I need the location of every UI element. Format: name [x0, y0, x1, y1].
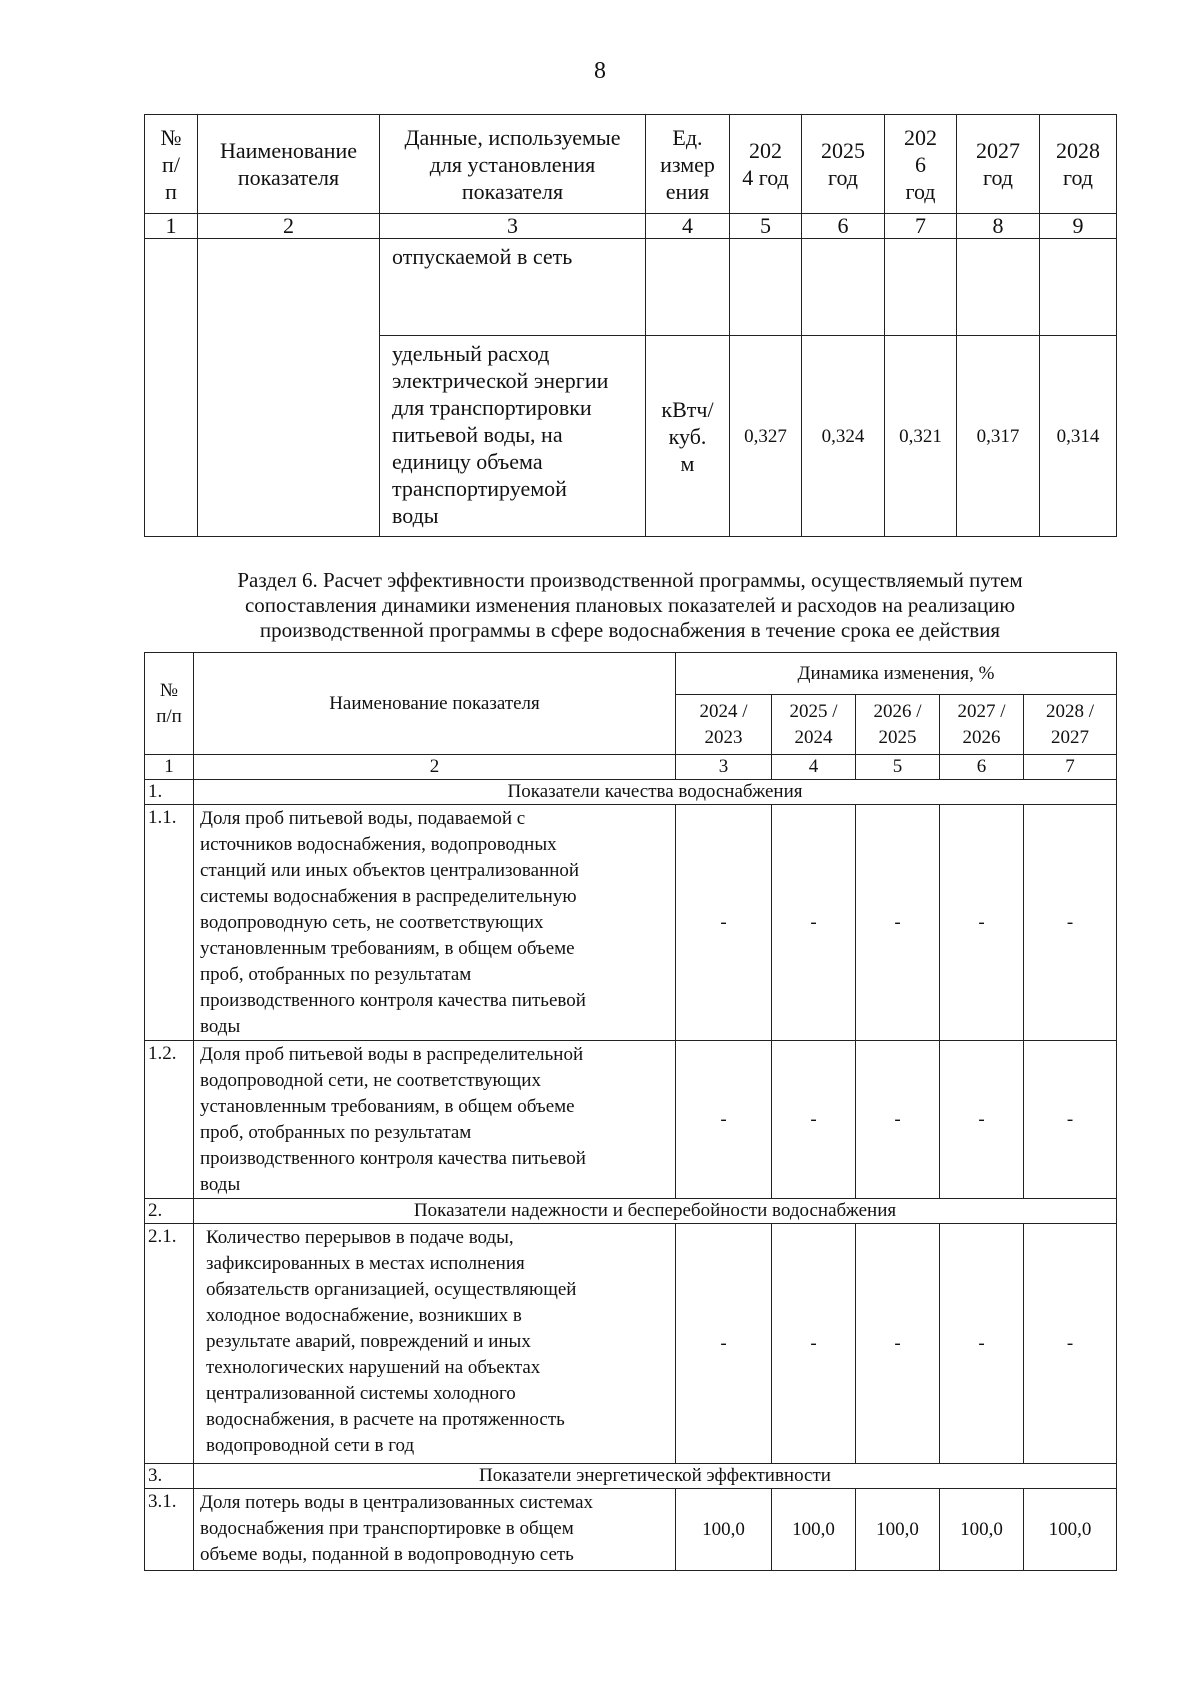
text-line: куб.: [668, 423, 707, 449]
group-row-quality: [145, 780, 1117, 805]
cell-value: -: [772, 1224, 856, 1464]
text-line: п/: [162, 151, 180, 177]
header-data-used: [380, 115, 646, 214]
text-line: показателя: [237, 165, 340, 190]
table1-column-numbers: [145, 214, 1117, 239]
cell-value: -: [940, 805, 1024, 1041]
col-number: 6: [802, 214, 885, 239]
text-line: Ед.: [672, 124, 703, 150]
text-line: водоснабжения, в расчете на протяженность: [206, 1409, 565, 1430]
text-line: воды: [200, 1174, 241, 1195]
text-line: показателя: [461, 178, 564, 204]
cell-value-2024: 0,327: [730, 336, 802, 537]
cell-value: 100,0: [856, 1489, 940, 1571]
text-line: централизованной системы холодного: [206, 1383, 516, 1404]
cell-value: -: [676, 1224, 772, 1464]
cell-value-2028: 0,314: [1040, 336, 1117, 537]
text-line: производственного контроля качества питьевой: [200, 990, 586, 1011]
text-line: проб, отобранных по результатам: [200, 1122, 472, 1143]
row-num: 3.1.: [145, 1489, 194, 1571]
text-line: Доля потерь воды в централизованных системах: [200, 1492, 593, 1513]
table-row: [145, 1224, 1117, 1464]
text-line: 2025: [878, 726, 917, 748]
cell-value-2026: [885, 239, 957, 336]
cell-value-2026: 0,321: [885, 336, 957, 537]
text-line: транспортируемой: [392, 476, 567, 501]
header-period-2025-2024: [772, 695, 856, 755]
header-dynamics: Динамика изменения, %: [676, 653, 1117, 695]
text-line: удельный расход: [392, 341, 550, 366]
cell-unit: [646, 336, 730, 537]
header-year-2024: [730, 115, 802, 214]
text-line: год: [1062, 165, 1094, 190]
row-num: 2.1.: [145, 1224, 194, 1464]
header-unit: [646, 115, 730, 214]
text-line: технологических нарушений на объектах: [206, 1357, 541, 1378]
header-period-2024-2023: [676, 695, 772, 755]
text-line: для установления: [429, 151, 596, 177]
text-line: Наименование: [219, 138, 358, 163]
header-period-2027-2026: [940, 695, 1024, 755]
text-line: проб, отобранных по результатам: [200, 964, 472, 985]
text-line: 202: [904, 124, 937, 150]
col-number: 3: [676, 755, 772, 780]
text-line: установленным требованиям, в общем объеме: [200, 938, 575, 959]
text-line: обязательств организацией, осуществляющей: [206, 1279, 577, 1300]
text-line: Доля проб питьевой воды, подаваемой с: [200, 808, 526, 829]
section-6-title: [150, 568, 1110, 643]
text-line: станций или иных объектов централизованной: [200, 860, 580, 881]
text-line: 2025: [821, 138, 865, 163]
col-number: 2: [194, 755, 676, 780]
text-line: 6: [915, 151, 926, 177]
text-line: системы водоснабжения в распределительную: [200, 886, 577, 907]
text-line: объеме воды, поданной в водопроводную сеть: [200, 1544, 574, 1565]
header-year-2027: [957, 115, 1040, 214]
text-line: 4 год: [742, 165, 789, 190]
col-number: 3: [380, 214, 646, 239]
text-line: питьевой воды, на: [392, 422, 563, 447]
cell-value: -: [856, 1041, 940, 1199]
cell-value: -: [856, 805, 940, 1041]
header-year-2026: [885, 115, 957, 214]
text-line: для транспортировки: [392, 395, 592, 420]
text-line: измер: [660, 151, 715, 177]
col-number: 1: [145, 214, 198, 239]
text-line: производственной программы в сфере водоснабжения в течение срока ее действия: [259, 618, 1001, 642]
text-line: 2027: [1051, 726, 1090, 748]
cell-value-2028: [1040, 239, 1117, 336]
text-line: сопоставления динамики изменения плановых показателей и расходов на реализацию: [244, 593, 1016, 617]
cell-value: 100,0: [940, 1489, 1024, 1571]
cell-value: -: [772, 1041, 856, 1199]
text-line: 2026: [962, 726, 1001, 748]
text-line: Данные, используемые: [404, 124, 621, 150]
group-num: 3.: [145, 1464, 194, 1489]
cell-value: -: [772, 805, 856, 1041]
table1-header-row: [145, 115, 1117, 214]
col-number: 4: [772, 755, 856, 780]
row-num: 1.2.: [145, 1041, 194, 1199]
text-line: зафиксированных в местах исполнения: [206, 1253, 525, 1274]
header-num: [145, 115, 198, 214]
text-line: воды: [200, 1016, 241, 1037]
text-line: 2026 /: [873, 700, 922, 722]
text-line: 2023: [704, 726, 743, 748]
text-line: 2028: [1056, 138, 1100, 163]
row-description: [194, 1224, 676, 1464]
text-line: п: [165, 178, 177, 204]
text-line: 2025 /: [789, 700, 838, 722]
group-title: Показатели энергетической эффективности: [194, 1464, 1117, 1489]
cell-num-empty: [145, 239, 198, 537]
cell-data-description: [380, 336, 646, 537]
text-line: 2028 /: [1046, 700, 1095, 722]
cell-value: 100,0: [1024, 1489, 1117, 1571]
text-line: м: [680, 450, 695, 476]
text-line: результате аварий, повреждений и иных: [206, 1331, 531, 1352]
text-line: 202: [749, 138, 782, 163]
page-number: 8: [594, 58, 606, 84]
text-line: год: [905, 178, 936, 204]
cell-value-2024: [730, 239, 802, 336]
cell-value: -: [1024, 805, 1117, 1041]
text-line: воды: [392, 503, 439, 528]
text-line: водоснабжения при транспортировке в общем: [200, 1518, 574, 1539]
cell-value-2025: [802, 239, 885, 336]
group-row-reliability: [145, 1199, 1117, 1224]
text-line: Раздел 6. Расчет эффективности производственной программы, осуществляемый путем: [237, 568, 1023, 592]
row-num: 1.1.: [145, 805, 194, 1041]
text-line: водопроводной сети в год: [206, 1435, 415, 1456]
group-title: Показатели надежности и бесперебойности водоснабжения: [194, 1199, 1117, 1224]
text-line: №: [160, 124, 182, 150]
col-number: 6: [940, 755, 1024, 780]
cell-value: 100,0: [772, 1489, 856, 1571]
table-row: [145, 805, 1117, 1041]
text-line: Доля проб питьевой воды в распределительной: [200, 1044, 584, 1065]
header-num: [145, 653, 194, 755]
text-line: 2027 /: [957, 700, 1006, 722]
header-year-2025: [802, 115, 885, 214]
col-number: 7: [1024, 755, 1117, 780]
col-number: 2: [198, 214, 380, 239]
table2-header-row: [145, 653, 1117, 695]
efficiency-dynamics-table: [144, 652, 1117, 1571]
text-line: 2024: [794, 726, 833, 748]
header-period-2028-2027: [1024, 695, 1117, 755]
cell-value: -: [940, 1041, 1024, 1199]
group-num: 1.: [145, 780, 194, 805]
col-number: 9: [1040, 214, 1117, 239]
text-line: ения: [665, 178, 710, 204]
row-description: [194, 1489, 676, 1571]
cell-value: -: [676, 1041, 772, 1199]
cell-value: 100,0: [676, 1489, 772, 1571]
col-number: 1: [145, 755, 194, 780]
col-number: 5: [730, 214, 802, 239]
text-line: установленным требованиям, в общем объеме: [200, 1096, 575, 1117]
cell-value: -: [676, 805, 772, 1041]
table-row: [145, 239, 1117, 336]
header-indicator-name: Наименование показателя: [194, 653, 676, 755]
indicators-table-continued: [144, 114, 1117, 537]
text-line: водопроводной сети, не соответствующих: [200, 1070, 541, 1091]
cell-value: -: [1024, 1224, 1117, 1464]
row-description: [194, 1041, 676, 1199]
text-line: источников водоснабжения, водопроводных: [200, 834, 557, 855]
group-title: Показатели качества водоснабжения: [194, 780, 1117, 805]
group-row-energy: [145, 1464, 1117, 1489]
group-num: 2.: [145, 1199, 194, 1224]
cell-value: -: [856, 1224, 940, 1464]
text-line: производственного контроля качества питьевой: [200, 1148, 586, 1169]
col-number: 8: [957, 214, 1040, 239]
table-row: [145, 1041, 1117, 1199]
cell-value: -: [1024, 1041, 1117, 1199]
text-line: единицу объема: [392, 449, 543, 474]
col-number: 5: [856, 755, 940, 780]
text-line: Количество перерывов в подаче воды,: [206, 1227, 514, 1248]
text-line: электрической энергии: [392, 368, 609, 393]
header-period-2026-2025: [856, 695, 940, 755]
text-line: год: [982, 165, 1014, 190]
cell-value: -: [940, 1224, 1024, 1464]
text-line: кВтч/: [661, 396, 714, 422]
text-line: водопроводную сеть, не соответствующих: [200, 912, 544, 933]
header-indicator-name: [198, 115, 380, 214]
cell-unit: [646, 239, 730, 336]
col-number: 7: [885, 214, 957, 239]
text-line: п/п: [156, 705, 182, 727]
text-line: 2027: [976, 138, 1020, 163]
cell-value-2027: 0,317: [957, 336, 1040, 537]
text-line: №: [159, 679, 179, 701]
cell-value-2025: 0,324: [802, 336, 885, 537]
cell-name-empty: [198, 239, 380, 537]
text-line: 2024 /: [699, 700, 748, 722]
cell-value-2027: [957, 239, 1040, 336]
row-description: [194, 805, 676, 1041]
table-row: [145, 1489, 1117, 1571]
text-line: год: [827, 165, 859, 190]
text-line: отпускаемой в сеть: [392, 244, 573, 269]
col-number: 4: [646, 214, 730, 239]
header-year-2028: [1040, 115, 1117, 214]
text-line: холодное водоснабжение, возникших в: [206, 1305, 522, 1326]
table2-column-numbers: [145, 755, 1117, 780]
cell-data-description: [380, 239, 646, 336]
